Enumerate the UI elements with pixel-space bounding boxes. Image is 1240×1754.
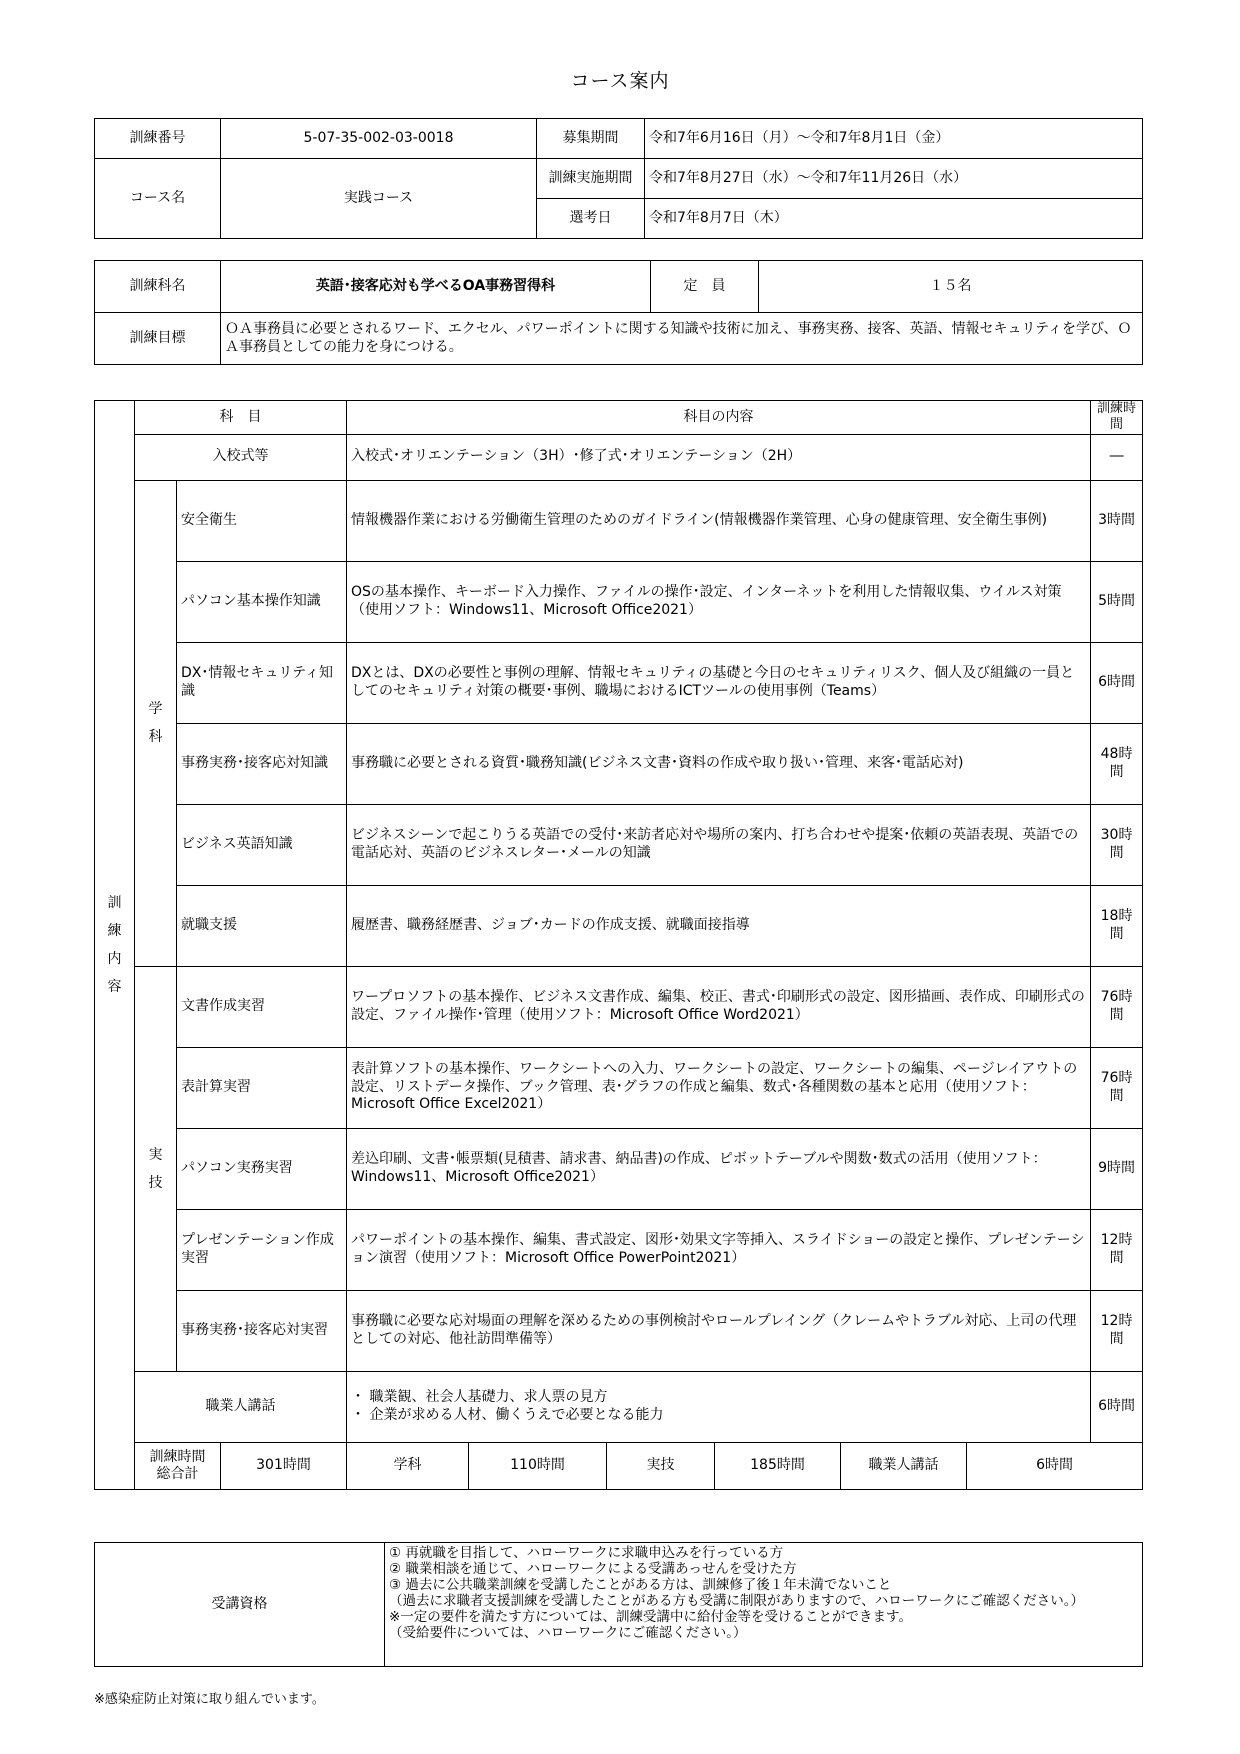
practical-subject-hours: 9時間 (1091, 1128, 1143, 1209)
qualification-table (94, 1542, 1143, 1667)
academic-subject-content: 情報機器作業における労働衛生管理のためのガイドライン(情報機器作業管理、心身の健康管理、安全衛生事例) (347, 480, 1091, 561)
academic-subject-name: ビジネス英語知識 (177, 804, 347, 885)
practical-subject-hours: 76時間 (1091, 966, 1143, 1047)
academic-subject-content: ビジネスシーンで起こりうる英語での受付･来訪者応対や場所の案内、打ち合わせや提案･依頼の英語表現、英語での電話応対、英語のビジネスレター･メールの知識 (347, 804, 1091, 885)
practical-side-label: 実 技 (135, 966, 177, 1371)
practical-subject-content: 表計算ソフトの基本操作、ワークシートへの入力、ワークシートの設定、ワークシートの編集、ページレイアウトの設定、リストデータ操作、ブック管理、表･グラフの作成と編集、数式･各種関数の基本と応用（使用ソフト：Microsoft Office Excel2021） (347, 1047, 1091, 1128)
practical-subject-content: 差込印刷、文書･帳票類(見積書、請求書、納品書)の作成、ピボットテーブルや関数･数式の活用（使用ソフト：Windows11、Microsoft Office2021） (347, 1128, 1091, 1209)
footer-note: ※感染症防止対策に取り組んでいます。 (94, 1692, 325, 1707)
lecture-hours: 6時間 (1091, 1371, 1143, 1442)
practical-subject-name: 文書作成実習 (177, 966, 347, 1047)
recruit-period-label: 募集期間 (537, 119, 645, 159)
goal-value: ＯＡ事務員に必要とされるワード、エクセル、パワーポイントに関する知識や技術に加え、事務実務、接客、英語、情報セキュリティを学び、ＯＡ事務員としての能力を身につける。 (221, 313, 1143, 365)
page-title: コース案内 (570, 70, 670, 92)
course-name-value: 実践コース (221, 159, 537, 239)
total-practical-label: 実技 (607, 1442, 715, 1489)
academic-subject-name: 安全衛生 (177, 480, 347, 561)
practical-subject-content: パワーポイントの基本操作、編集、書式設定、図形･効果文字等挿入、スライドショーの設定と操作、プレゼンテーション演習（使用ソフト：Microsoft Office PowerPoint2021） (347, 1209, 1091, 1290)
recruit-period-value: 令和7年6月16日（月）～令和7年8月1日（金） (645, 119, 1143, 159)
training-number-value: 5-07-35-002-03-0018 (221, 119, 537, 159)
selection-date-value: 令和7年8月7日（木） (645, 199, 1143, 239)
training-number-label: 訓練番号 (95, 119, 221, 159)
academic-subject-hours: 3時間 (1091, 480, 1143, 561)
academic-subject-hours: 5時間 (1091, 561, 1143, 642)
practical-subject-name: 表計算実習 (177, 1047, 347, 1128)
academic-subject-content: 履歴書、職務経歴書、ジョブ･カードの作成支援、就職面接指導 (347, 885, 1091, 966)
total-lecture-hours: 6時間 (967, 1442, 1143, 1489)
selection-date-label: 選考日 (537, 199, 645, 239)
practical-subject-name: 事務実務･接客応対実習 (177, 1290, 347, 1371)
entrance-content: 入校式･オリエンテーション（3H）･修了式･オリエンテーション（2H） (347, 434, 1091, 480)
practical-subject-hours: 76時間 (1091, 1047, 1143, 1128)
total-lecture-label: 職業人講話 (841, 1442, 967, 1489)
entrance-name: 入校式等 (135, 434, 347, 480)
academic-subject-name: パソコン基本操作知識 (177, 561, 347, 642)
academic-subject-name: DX･情報セキュリティ知識 (177, 642, 347, 723)
qualification-label: 受講資格 (95, 1543, 385, 1667)
curriculum-table (94, 400, 1143, 1490)
header-content: 科目の内容 (347, 401, 1091, 435)
practical-subject-hours: 12時間 (1091, 1290, 1143, 1371)
total-academic-label: 学科 (347, 1442, 469, 1489)
academic-subject-content: OSの基本操作、キーボード入力操作、ファイルの操作･設定、インターネットを利用した情報収集、ウイルス対策（使用ソフト：Windows11、Microsoft Office2021） (347, 561, 1091, 642)
header-subject: 科 目 (135, 401, 347, 435)
total-hours: 301時間 (221, 1442, 347, 1489)
training-content-side-label: 訓 練 内 容 (95, 401, 135, 1490)
implementation-period-value: 令和7年8月27日（水）～令和7年11月26日（水） (645, 159, 1143, 199)
course-name-label: コース名 (95, 159, 221, 239)
academic-subject-hours: 6時間 (1091, 642, 1143, 723)
implementation-period-label: 訓練実施期間 (537, 159, 645, 199)
subject-table (94, 260, 1143, 365)
academic-side-label: 学 科 (135, 480, 177, 966)
total-practical-hours: 185時間 (715, 1442, 841, 1489)
academic-subject-hours: 30時間 (1091, 804, 1143, 885)
entrance-hours: ― (1091, 434, 1143, 480)
lecture-name: 職業人講話 (135, 1371, 347, 1442)
practical-subject-name: パソコン実務実習 (177, 1128, 347, 1209)
academic-subject-content: DXとは、DXの必要性と事例の理解、情報セキュリティの基礎と今日のセキュリティリスク、個人及び組織の一員としてのセキュリティ対策の概要･事例、職場におけるICTツールの使用事例（Teams） (347, 642, 1091, 723)
academic-subject-hours: 48時間 (1091, 723, 1143, 804)
course-info-table (94, 118, 1143, 239)
practical-subject-content: 事務職に必要な応対場面の理解を深めるための事例検討やロールプレイング（クレームやトラブル対応、上司の代理としての対応、他社訪問準備等） (347, 1290, 1091, 1371)
total-academic-hours: 110時間 (469, 1442, 607, 1489)
practical-subject-content: ワープロソフトの基本操作、ビジネス文書作成、編集、校正、書式･印刷形式の設定、図形描画、表作成、印刷形式の設定、ファイル操作･管理（使用ソフト：Microsoft Office Word2021） (347, 966, 1091, 1047)
academic-subject-content: 事務職に必要とされる資質･職務知識(ビジネス文書･資料の作成や取り扱い･管理、来客･電話応対) (347, 723, 1091, 804)
subject-name-value: 英語･接客応対も学べるOA事務習得科 (221, 261, 651, 313)
academic-subject-hours: 18時間 (1091, 885, 1143, 966)
subject-name-label: 訓練科名 (95, 261, 221, 313)
total-label: 訓練時間 総合計 (135, 1442, 221, 1489)
practical-subject-hours: 12時間 (1091, 1209, 1143, 1290)
capacity-label: 定 員 (651, 261, 759, 313)
academic-subject-name: 就職支援 (177, 885, 347, 966)
qualification-content: ① 再就職を目指して、ハローワークに求職申込みを行っている方 ② 職業相談を通じて、ハローワークによる受講あっせんを受けた方 ③ 過去に公共職業訓練を受講したことがある方は、訓練修了後１年未満でないこと （過去に求職者支援訓練を受講したことがある方も受講に制限がありますので、ハローワークにご確認ください。） ※一定の要件を満たす方については、訓練受講中に給付金等を受けることができます。 （受給要件については、ハローワークにご確認ください。） (385, 1543, 1143, 1667)
header-hours: 訓練時間 (1091, 401, 1143, 435)
goal-label: 訓練目標 (95, 313, 221, 365)
capacity-value: １５名 (759, 261, 1143, 313)
lecture-content: ・ 職業観、社会人基礎力、求人票の見方 ・ 企業が求める人材、働くうえで必要となる能力 (347, 1371, 1091, 1442)
practical-subject-name: プレゼンテーション作成実習 (177, 1209, 347, 1290)
academic-subject-name: 事務実務･接客応対知識 (177, 723, 347, 804)
